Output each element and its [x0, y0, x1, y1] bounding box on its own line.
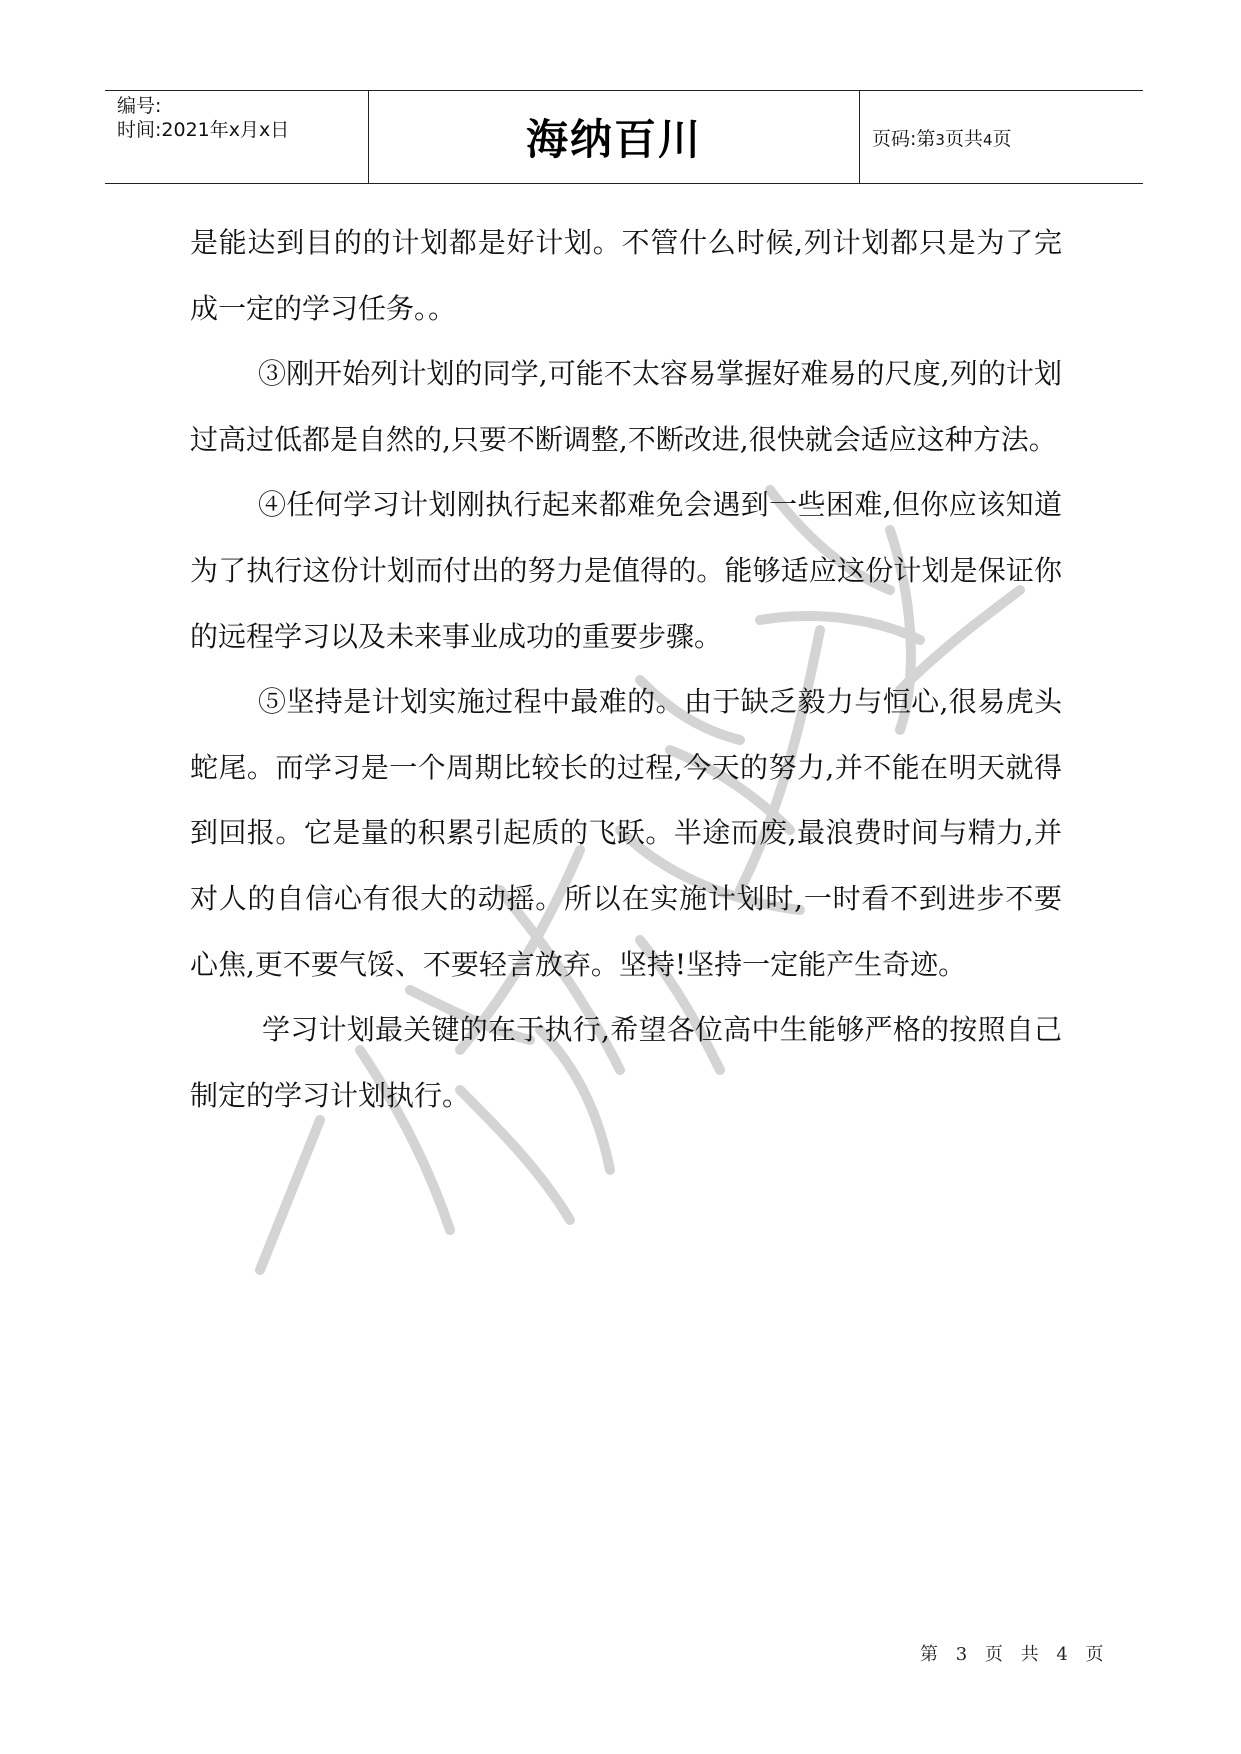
page-total-number: 4	[982, 130, 993, 149]
header-brand-cell	[369, 91, 860, 183]
page-label-middle: 页共	[944, 127, 983, 150]
page-label-prefix: 页码:第	[872, 127, 936, 150]
brand-title: 海纳百川	[525, 115, 702, 164]
document-header	[105, 90, 1143, 184]
document-date-label: 时间:2021年x月x日	[117, 119, 290, 141]
paragraph-tip-3: ③刚开始列计划的同学,可能不太容易掌握好难易的尺度,列的计划过高过低都是自然的,只要不断调整,不断改进,很快就会适应这种方法。	[190, 357, 1062, 456]
document-body	[190, 210, 1062, 1128]
page-label-suffix: 页	[992, 127, 1012, 150]
page-current-number: 3	[935, 130, 945, 149]
paragraph-conclusion: 学习计划最关键的在于执行,希望各位高中生能够严格的按照自己制定的学习计划执行。	[190, 1013, 1062, 1112]
header-page-indicator	[872, 124, 1012, 151]
paragraph-continuation: 是能达到目的的计划都是好计划。不管什么时候,列计划都只是为了完成一定的学习任务。。	[190, 226, 1062, 325]
header-pager-cell	[860, 91, 1143, 183]
watermark-text: 严禁复制	[200, 455, 265, 474]
document-number-label: 编号:	[117, 95, 162, 117]
footer-page-number: 第 3 页 共 4 页	[920, 1644, 1110, 1665]
header-meta-cell	[105, 91, 369, 183]
paragraph-tip-4: ④任何学习计划刚执行起来都难免会遇到一些困难,但你应该知道为了执行这份计划而付出的努力是值得的。能够适应这份计划是保证你的远程学习以及未来事业成功的重要步骤。	[190, 488, 1062, 653]
paragraph-tip-5: ⑤坚持是计划实施过程中最难的。由于缺乏毅力与恒心,很易虎头蛇尾。而学习是一个周期比较长的过程,今天的努力,并不能在明天就得到回报。它是量的积累引起质的飞跃。半途而废,最浪费时间与精力,并对人的自信心有很大的动摇。所以在实施计划时,一时看不到进步不要心焦,更不要气馁、不要轻言放弃。坚持!坚持一定能产生奇迹。	[190, 685, 1062, 981]
